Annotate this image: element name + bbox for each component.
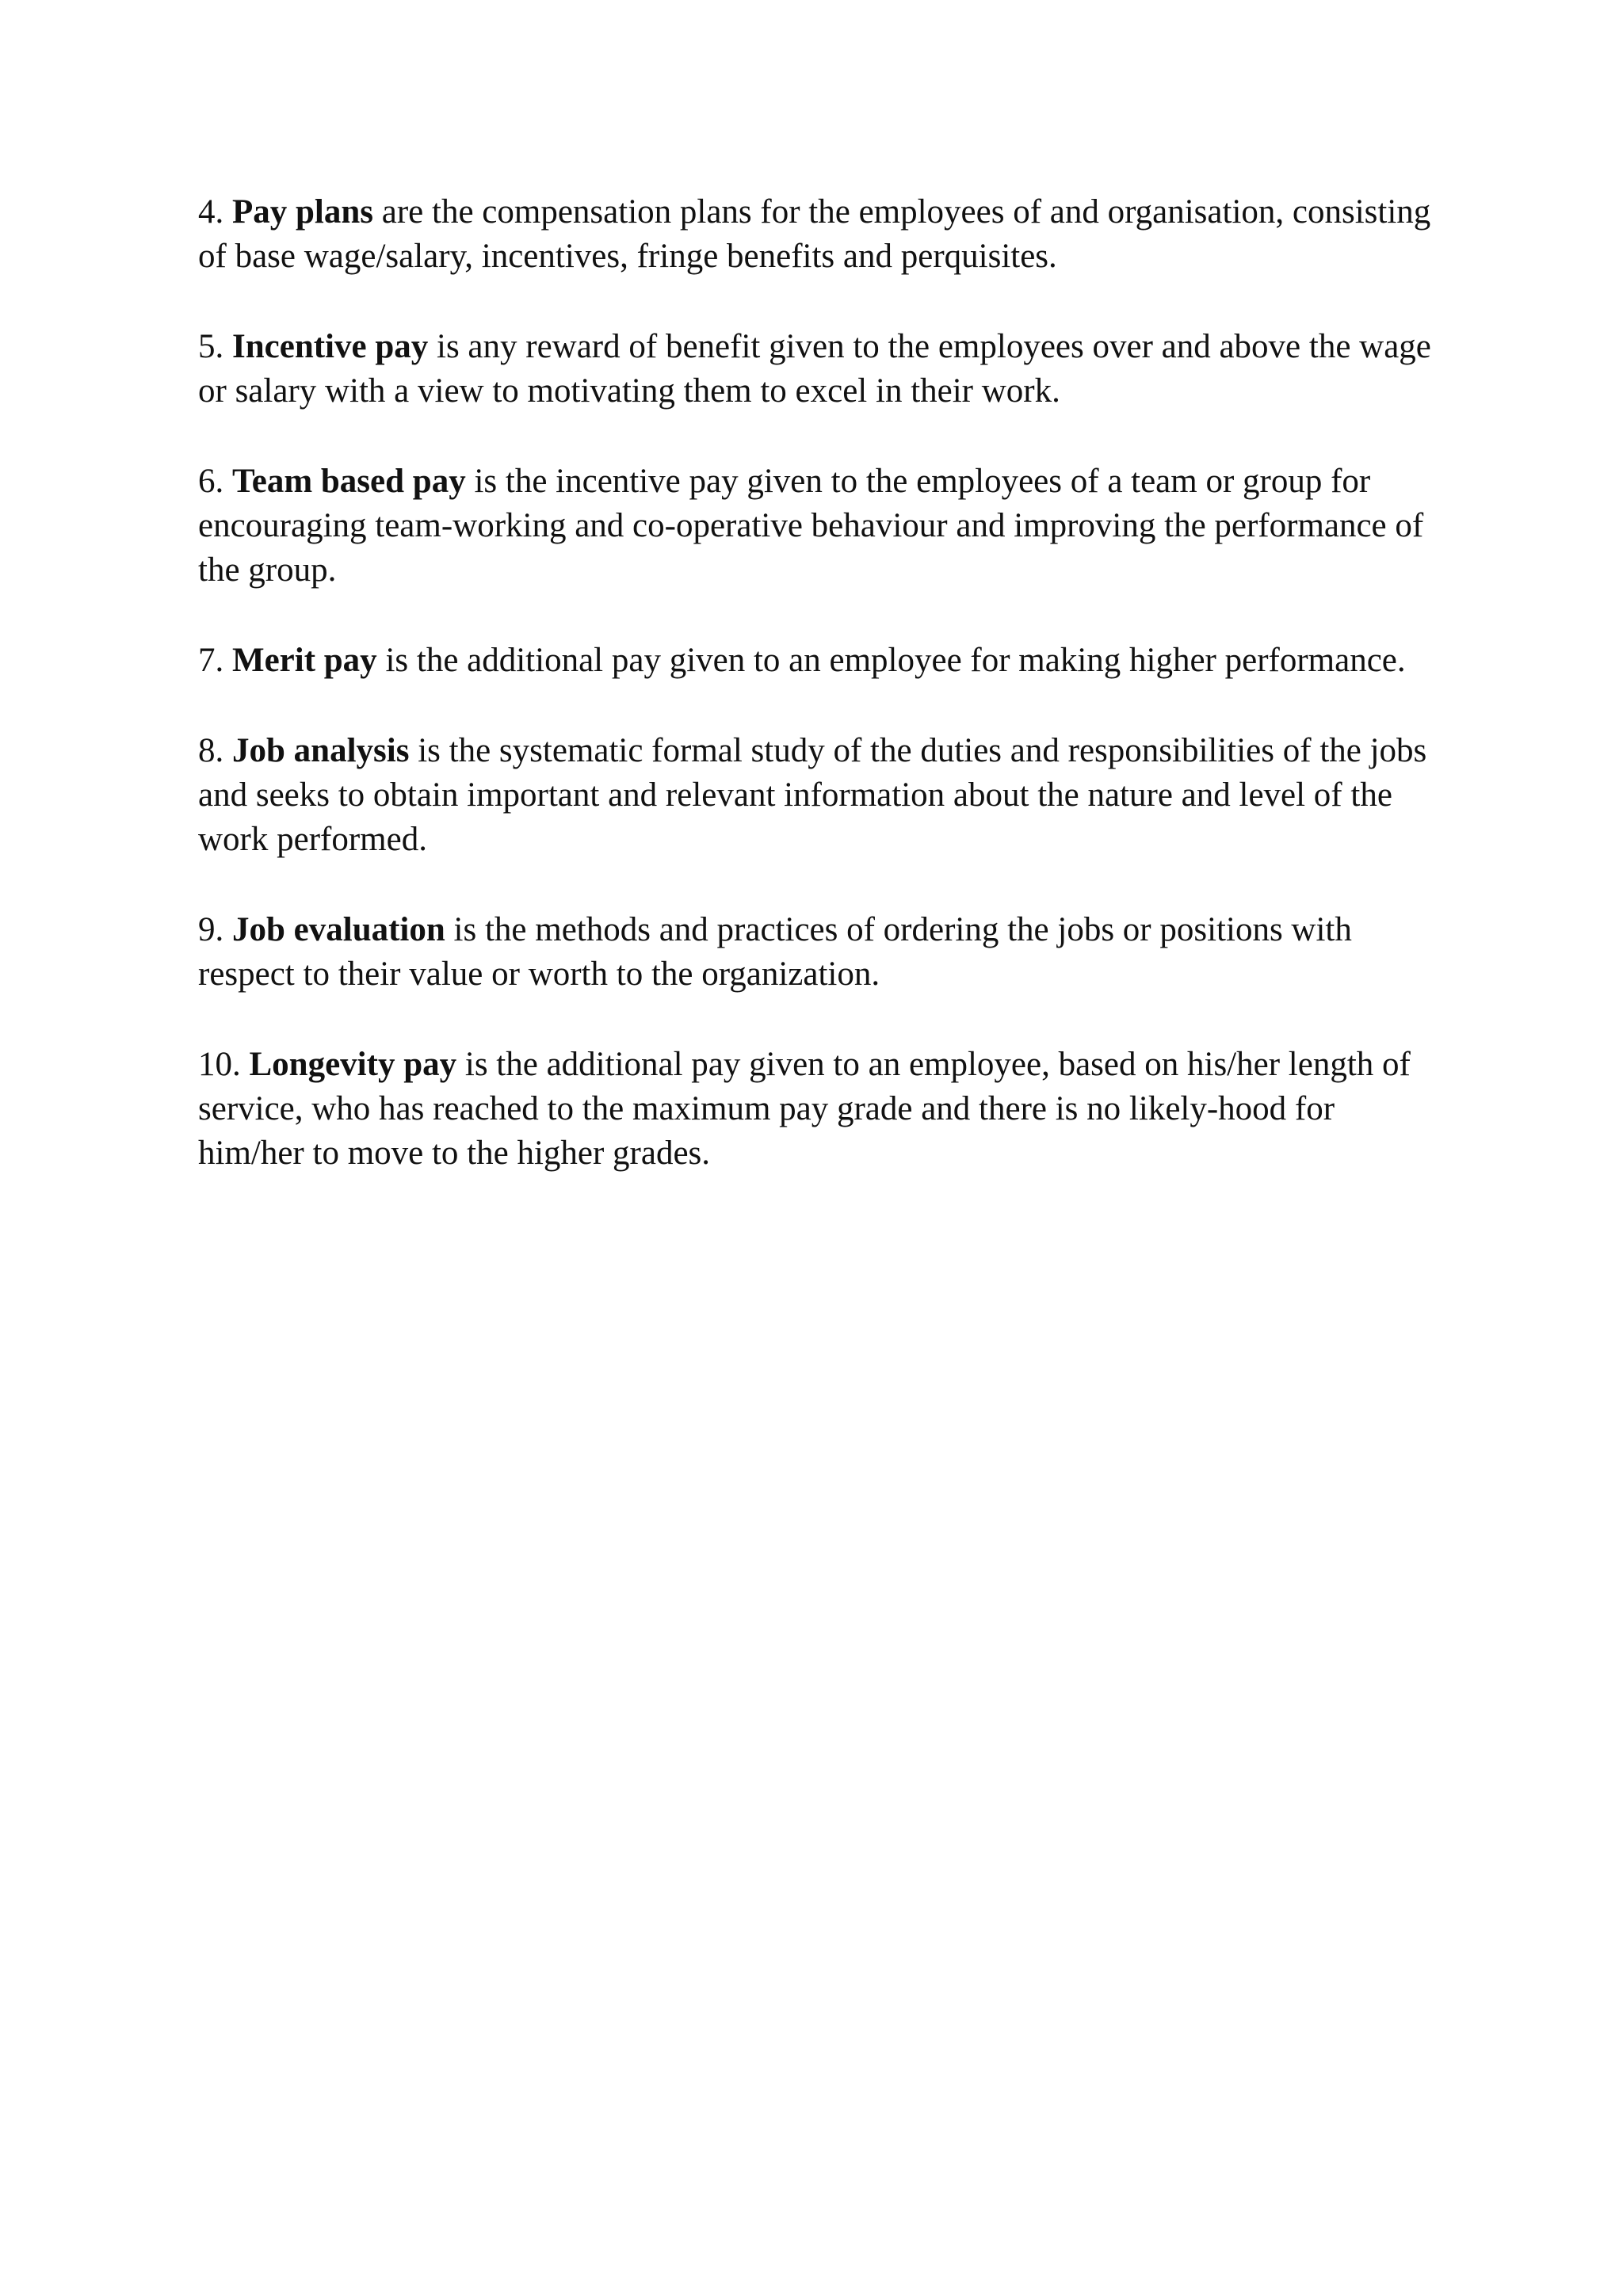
- definition-text: is the additional pay given to an employee for making higher performance.: [385, 642, 1406, 679]
- definition-item-pay-plans: [198, 190, 1434, 279]
- definition-text: are the compensation plans for the employees of and organisation, consisting of base wage/salary, incentives, fringe benefits and perquisites.: [198, 193, 1431, 275]
- definition-text: is the systematic formal study of the duties and responsibilities of the jobs and seeks to obtain important and relevant information about the nature and level of the work performed.: [198, 732, 1427, 858]
- item-number: 10.: [198, 1046, 241, 1083]
- item-number: 4.: [198, 193, 224, 231]
- item-number: 6.: [198, 463, 224, 500]
- term-merit-pay: Merit pay: [232, 642, 377, 679]
- definition-item-job-analysis: [198, 729, 1434, 862]
- item-number: 9.: [198, 911, 224, 948]
- term-job-evaluation: Job evaluation: [232, 911, 445, 948]
- definition-item-merit-pay: [198, 639, 1434, 683]
- definition-text: is the incentive pay given to the employees of a team or group for encouraging team-working and co-operative behaviour and improving the performance of the group.: [198, 463, 1424, 589]
- definition-text: is the methods and practices of ordering the jobs or positions with respect to their value or worth to the organization.: [198, 911, 1352, 993]
- term-team-based-pay: Team based pay: [232, 463, 466, 500]
- definition-item-team-based-pay: [198, 460, 1434, 593]
- definition-item-longevity-pay: [198, 1043, 1434, 1176]
- term-incentive-pay: Incentive pay: [232, 328, 429, 365]
- term-longevity-pay: Longevity pay: [249, 1046, 457, 1083]
- definitions-list: [198, 190, 1434, 1222]
- definition-item-job-evaluation: [198, 908, 1434, 997]
- definition-item-incentive-pay: [198, 325, 1434, 414]
- item-number: 8.: [198, 732, 224, 769]
- item-number: 7.: [198, 642, 224, 679]
- term-pay-plans: Pay plans: [232, 193, 374, 231]
- item-number: 5.: [198, 328, 224, 365]
- definition-text: is any reward of benefit given to the employees over and above the wage or salary with a view to motivating them to excel in their work.: [198, 328, 1431, 410]
- definition-text: is the additional pay given to an employee, based on his/her length of service, who has reached to the maximum pay grade and there is no likely-hood for him/her to move to the higher grades.: [198, 1046, 1411, 1172]
- term-job-analysis: Job analysis: [232, 732, 410, 769]
